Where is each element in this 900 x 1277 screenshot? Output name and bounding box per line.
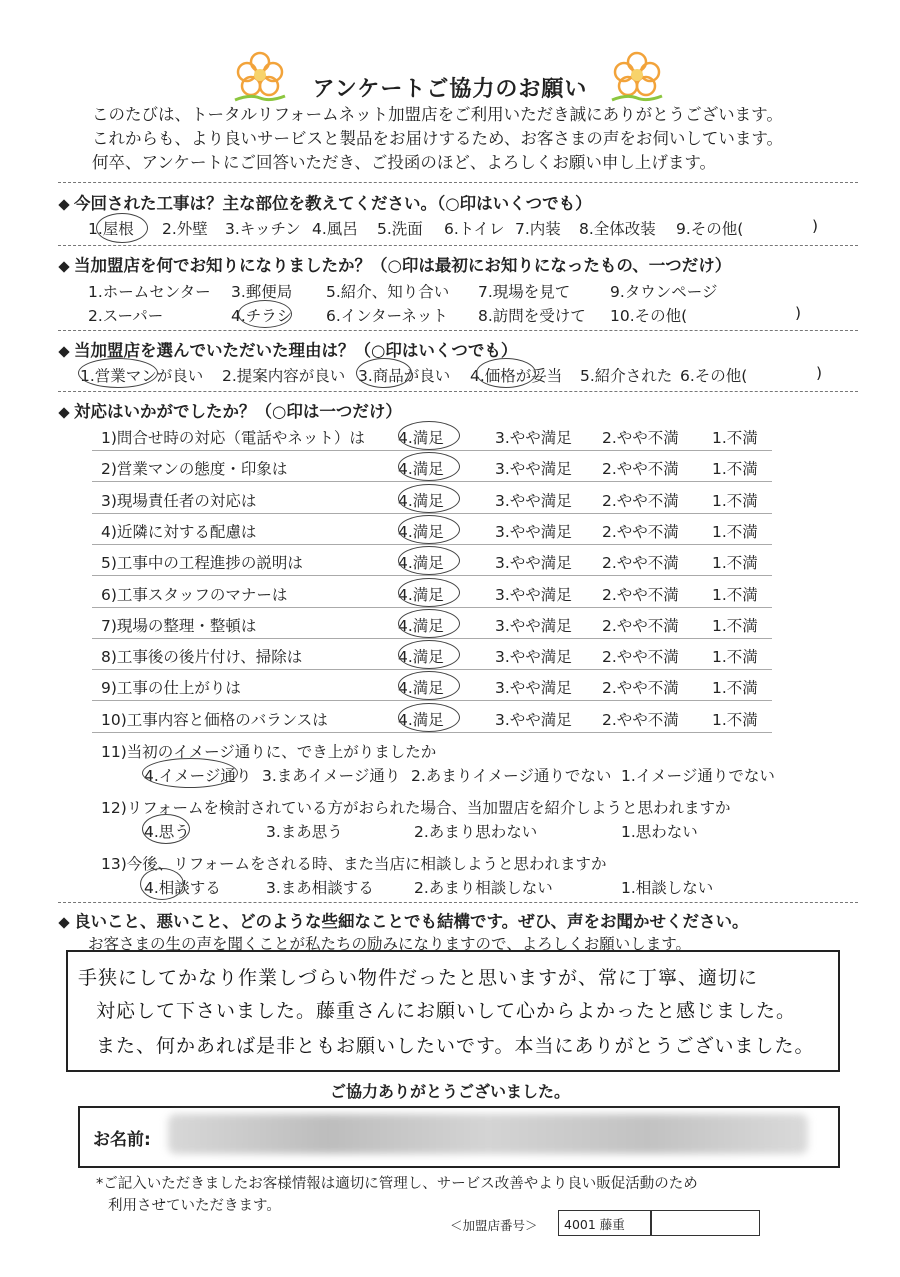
q4-title: 対応はいかがでしたか？ bbox=[74, 402, 256, 421]
q3-heading bbox=[60, 337, 517, 361]
rating-option[interactable]: 4.満足 bbox=[398, 460, 444, 478]
q11-option-2[interactable]: 2.あまりイメージ通りでない bbox=[411, 767, 612, 785]
rating-row-label: 9)工事の仕上がりは bbox=[101, 679, 241, 697]
q2-title: 当加盟店を何でお知りになりましたか？ bbox=[74, 256, 371, 275]
selection-circle bbox=[142, 758, 238, 788]
q12-option-1[interactable]: 1.思わない bbox=[621, 823, 698, 841]
intro-line-1: このたびは、トータルリフォームネット加盟店をご利用いただき誠にありがとうございます。 bbox=[92, 105, 783, 124]
row-divider bbox=[92, 481, 772, 482]
rating-option[interactable]: 4.満足 bbox=[398, 679, 444, 697]
comment-line-1: 手狭にしてかなり作業しづらい物件だったと思いますが、常に丁寧、適切に bbox=[78, 967, 759, 989]
q2-close-paren: ) bbox=[795, 304, 802, 322]
q3-option-6[interactable]: 6.その他( bbox=[680, 367, 748, 385]
q3-option-2[interactable]: 2.提案内容が良い bbox=[222, 367, 346, 385]
q11-option-1[interactable]: 1.イメージ通りでない bbox=[621, 767, 775, 785]
rating-option[interactable]: 4.満足 bbox=[398, 429, 444, 447]
q3-title: 当加盟店を選んでいただいた理由は？ bbox=[74, 341, 355, 360]
rating-option[interactable]: 4.満足 bbox=[398, 586, 444, 604]
rating-option[interactable]: 4.満足 bbox=[398, 492, 444, 510]
rating-option[interactable]: 4.満足 bbox=[398, 617, 444, 635]
row-divider bbox=[92, 638, 772, 639]
q3-option-4[interactable]: 4.価格が妥当 bbox=[470, 367, 563, 385]
row-divider bbox=[92, 732, 772, 733]
rating-option[interactable]: 3.やや満足 bbox=[495, 523, 572, 541]
selection-circle bbox=[398, 484, 460, 513]
rating-row-label: 3)現場責任者の対応は bbox=[101, 492, 257, 510]
q13-option-3[interactable]: 3.まあ相談する bbox=[266, 879, 374, 897]
q4-note: （○印は一つだけ） bbox=[255, 402, 402, 421]
selection-circle bbox=[356, 358, 412, 388]
q13-option-4[interactable]: 4.相談する bbox=[144, 879, 221, 897]
row-divider bbox=[92, 607, 772, 608]
q2-option-9[interactable]: 9.タウンページ bbox=[610, 283, 718, 301]
q1-option-6[interactable]: 6.トイレ bbox=[444, 220, 505, 238]
q3-note: （○印はいくつでも） bbox=[354, 341, 518, 360]
rating-option[interactable]: 3.やや満足 bbox=[495, 492, 572, 510]
q11-option-3[interactable]: 3.まあイメージ通り bbox=[262, 767, 401, 785]
rating-option[interactable]: 2.やや不満 bbox=[602, 648, 679, 666]
divider bbox=[58, 330, 858, 331]
q1-option-4[interactable]: 4.風呂 bbox=[312, 220, 358, 238]
rating-row-label: 1)問合せ時の対応（電話やネット）は bbox=[101, 429, 365, 447]
selection-circle bbox=[142, 814, 190, 844]
selection-circle bbox=[140, 868, 184, 900]
selection-circle bbox=[398, 546, 460, 575]
rating-option[interactable]: 1.不満 bbox=[712, 554, 758, 572]
q1-note: （○印はいくつでも） bbox=[437, 194, 592, 213]
rating-option[interactable]: 3.やや満足 bbox=[495, 679, 572, 697]
rating-option[interactable]: 2.やや不満 bbox=[602, 586, 679, 604]
diamond-icon bbox=[58, 261, 69, 272]
divider bbox=[58, 391, 858, 392]
rating-option[interactable]: 1.不満 bbox=[712, 586, 758, 604]
q3-option-1[interactable]: 1.営業マンが良い bbox=[80, 367, 204, 385]
rating-option[interactable]: 4.満足 bbox=[398, 711, 444, 729]
thanks-text: ご協力ありがとうございました。 bbox=[329, 1082, 570, 1101]
selection-circle bbox=[398, 578, 460, 607]
diamond-icon bbox=[58, 917, 69, 928]
q2-option-10[interactable]: 10.その他( bbox=[610, 307, 688, 325]
row-divider bbox=[92, 544, 772, 545]
rating-option[interactable]: 1.不満 bbox=[712, 711, 758, 729]
selection-circle bbox=[96, 213, 148, 243]
rating-option[interactable]: 2.やや不満 bbox=[602, 617, 679, 635]
divider bbox=[58, 902, 858, 903]
q1-option-8[interactable]: 8.全体改装 bbox=[579, 220, 656, 238]
q13-option-2[interactable]: 2.あまり相談しない bbox=[414, 879, 553, 897]
rating-option[interactable]: 3.やや満足 bbox=[495, 586, 572, 604]
q12-text: 12)リフォームを検討されている方がおられた場合、当加盟店を紹介しようと思われますか bbox=[101, 799, 731, 817]
rating-option[interactable]: 1.不満 bbox=[712, 679, 758, 697]
rating-option[interactable]: 1.不満 bbox=[712, 523, 758, 541]
comment-line-3: また、何かあれば是非ともお願いしたいです。本当にありがとうございました。 bbox=[96, 1035, 815, 1057]
diamond-icon bbox=[58, 346, 69, 357]
q3-option-3[interactable]: 3.商品が良い bbox=[358, 367, 451, 385]
q1-option-7[interactable]: 7.内装 bbox=[515, 220, 561, 238]
rating-option[interactable]: 3.やや満足 bbox=[495, 554, 572, 572]
q2-option-5[interactable]: 5.紹介、知り合い bbox=[326, 283, 450, 301]
divider bbox=[58, 182, 858, 183]
rating-option[interactable]: 3.やや満足 bbox=[495, 617, 572, 635]
rating-option[interactable]: 2.やや不満 bbox=[602, 711, 679, 729]
q2-option-4[interactable]: 4.チラシ bbox=[231, 307, 293, 325]
q4-heading bbox=[60, 398, 402, 422]
selection-circle bbox=[476, 358, 536, 388]
q2-option-2[interactable]: 2.スーパー bbox=[88, 307, 164, 325]
selection-circle bbox=[398, 452, 460, 481]
rating-option[interactable]: 2.やや不満 bbox=[602, 460, 679, 478]
intro-line-2: これからも、より良いサービスと製品をお届けするため、お客さまの声をお伺いしています。 bbox=[92, 129, 784, 148]
rating-option[interactable]: 2.やや不満 bbox=[602, 429, 679, 447]
q2-option-1[interactable]: 1.ホームセンター bbox=[88, 283, 211, 301]
q12-option-3[interactable]: 3.まあ思う bbox=[266, 823, 343, 841]
rating-option[interactable]: 4.満足 bbox=[398, 523, 444, 541]
rating-option[interactable]: 2.やや不満 bbox=[602, 554, 679, 572]
rating-row-label: 2)営業マンの態度・印象は bbox=[101, 460, 288, 478]
q2-option-7[interactable]: 7.現場を見て bbox=[478, 283, 571, 301]
q12-option-4[interactable]: 4.思う bbox=[144, 823, 190, 841]
q11-text: 11)当初のイメージ通りに、でき上がりましたか bbox=[101, 743, 437, 761]
q3-close-paren: ) bbox=[816, 364, 823, 382]
rating-row-label: 10)工事内容と価格のバランスは bbox=[101, 711, 328, 729]
q1-heading bbox=[60, 190, 592, 214]
rating-row-label: 8)工事後の後片付け、掃除は bbox=[101, 648, 303, 666]
selection-circle bbox=[398, 421, 460, 450]
q13-option-1[interactable]: 1.相談しない bbox=[621, 879, 714, 897]
name-label: お名前: bbox=[93, 1130, 151, 1150]
selection-circle bbox=[78, 358, 158, 388]
rating-option[interactable]: 2.やや不満 bbox=[602, 523, 679, 541]
comments-subtitle: お客さまの生の声を聞くことが私たちの励みになりますので、よろしくお願いします。 bbox=[88, 935, 691, 953]
store-number-label: ＜加盟店番号＞ bbox=[450, 1218, 538, 1233]
rating-option[interactable]: 1.不満 bbox=[712, 429, 758, 447]
q12-option-2[interactable]: 2.あまり思わない bbox=[414, 823, 538, 841]
privacy-line-1: *ご記入いただきましたお客様情報は適切に管理し、サービス改善やより良い販促活動のため bbox=[96, 1176, 698, 1192]
q2-heading bbox=[60, 252, 731, 276]
selection-circle bbox=[398, 609, 460, 638]
row-divider bbox=[92, 700, 772, 701]
q2-note: （○印は最初にお知りになったもの、一つだけ） bbox=[371, 256, 732, 275]
q1-option-2[interactable]: 2.外壁 bbox=[162, 220, 208, 238]
intro-line-3: 何卒、アンケートにご回答いただき、ご投函のほど、よろしくお願い申し上げます。 bbox=[92, 153, 717, 172]
rating-option[interactable]: 1.不満 bbox=[712, 492, 758, 510]
q1-title: 今回された工事は？主な部位を教えてください。 bbox=[74, 194, 437, 213]
q2-option-8[interactable]: 8.訪問を受けて bbox=[478, 307, 586, 325]
name-input-redacted[interactable] bbox=[168, 1114, 808, 1154]
selection-circle bbox=[398, 515, 460, 544]
q1-option-3[interactable]: 3.キッチン bbox=[225, 220, 301, 238]
rating-option[interactable]: 3.やや満足 bbox=[495, 460, 572, 478]
rating-row-label: 4)近隣に対する配慮は bbox=[101, 523, 257, 541]
divider bbox=[58, 245, 858, 246]
q1-option-1[interactable]: 1.屋根 bbox=[88, 220, 134, 238]
rating-row-label: 5)工事中の工程進捗の説明は bbox=[101, 554, 303, 572]
page-title: アンケートご協力のお願い bbox=[312, 77, 588, 102]
rating-option[interactable]: 2.やや不満 bbox=[602, 492, 679, 510]
row-divider bbox=[92, 450, 772, 451]
rating-option[interactable]: 1.不満 bbox=[712, 648, 758, 666]
rating-row-label: 7)現場の整理・整頓は bbox=[101, 617, 257, 635]
comments-title: 良いこと、悪いこと、どのような些細なことでも結構です。ぜひ、声をお聞かせください。 bbox=[74, 912, 749, 931]
q13-text: 13)今後、リフォームをされる時、また当店に相談しようと思われますか bbox=[101, 855, 607, 873]
row-divider bbox=[92, 513, 772, 514]
selection-circle bbox=[238, 300, 292, 328]
comments-heading bbox=[60, 908, 749, 932]
row-divider bbox=[92, 669, 772, 670]
row-divider bbox=[92, 575, 772, 576]
selection-circle bbox=[398, 640, 460, 669]
q1-option-9[interactable]: 9.その他( bbox=[676, 220, 744, 238]
q11-option-4[interactable]: 4.イメージ通り bbox=[144, 767, 252, 785]
rating-option[interactable]: 1.不満 bbox=[712, 460, 758, 478]
q1-option-5[interactable]: 5.洗面 bbox=[377, 220, 423, 238]
rating-option[interactable]: 3.やや満足 bbox=[495, 711, 572, 729]
diamond-icon bbox=[58, 199, 69, 210]
q2-option-6[interactable]: 6.インターネット bbox=[326, 307, 448, 325]
diamond-icon bbox=[58, 407, 69, 418]
rating-option[interactable]: 3.やや満足 bbox=[495, 429, 572, 447]
q1-close-paren: ) bbox=[812, 217, 819, 235]
rating-option[interactable]: 4.満足 bbox=[398, 648, 444, 666]
comment-line-2: 対応して下さいました。藤重さんにお願いして心からよかったと感じました。 bbox=[96, 1000, 797, 1022]
selection-circle bbox=[398, 703, 460, 732]
privacy-line-2: 利用させていただきます。 bbox=[108, 1198, 281, 1214]
q3-option-5[interactable]: 5.紹介された bbox=[580, 367, 673, 385]
q2-option-3[interactable]: 3.郵便局 bbox=[231, 283, 293, 301]
rating-option[interactable]: 2.やや不満 bbox=[602, 679, 679, 697]
store-extra-cell bbox=[650, 1210, 760, 1236]
selection-circle bbox=[398, 671, 460, 700]
rating-option[interactable]: 3.やや満足 bbox=[495, 648, 572, 666]
rating-row-label: 6)工事スタッフのマナーは bbox=[101, 586, 288, 604]
rating-option[interactable]: 4.満足 bbox=[398, 554, 444, 572]
rating-option[interactable]: 1.不満 bbox=[712, 617, 758, 635]
store-number-value: 4001 藤重 bbox=[564, 1217, 625, 1232]
